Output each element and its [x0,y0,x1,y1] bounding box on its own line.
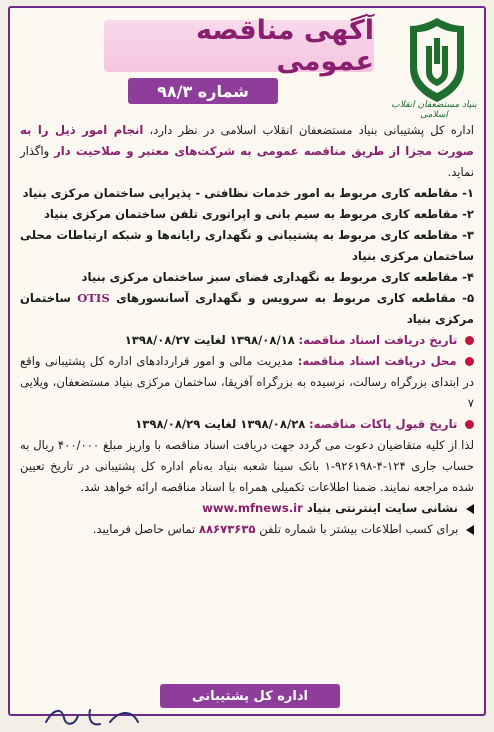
website-link[interactable]: www.mfnews.ir [202,501,303,515]
bullet-icon [465,357,474,366]
docs-place-label: محل دریافت اسناد مناقصه: [297,354,457,368]
bullet-icon [465,420,474,429]
docs-date-label: تاریخ دریافت اسناد مناقصه: [298,333,458,347]
payment-paragraph: لذا از کلیه متقاضیان دعوت می گردد جهت دریافت اسناد مناقصه با واریز مبلغ ۴۰۰/۰۰۰ ریال به حساب جاری ۱۲۴-۴-۹۲۶۱۹۸-۱ بانک سینا شعبه بنیاد به‌نام اداره کل پشتیبانی در تاریخ تعیین شده مراجعه نمایند. ضمنا اطلاعات تکمیلی همراه با اسناد مناقصه ارائه خواهد شد. [20,438,474,494]
handwritten-mark [40,704,160,730]
docs-date-value: ۱۳۹۸/۰۸/۱۸ لغایت ۱۳۹۸/۰۸/۲۷ [124,333,295,347]
bullet-icon [465,336,474,345]
list-item: ۲- مقاطعه کاری مربوط به سیم بانی و اپراتوری تلفن ساختمان مرکزی بنیاد [43,207,474,221]
list-item: ۱- مقاطعه کاری مربوط به امور خدمات نظافتی - پذیرایی ساختمان مرکزی بنیاد [22,186,474,200]
foundation-logo [404,16,470,104]
item5-before: ۵- مقاطعه کاری مربوط به سرویس و نگهداری آسانسورهای [116,291,475,305]
docs-place-value: مدیریت مالی و امور قراردادهای اداره کل پشتیبانی واقع در ابتدای بزرگراه رسالت، نرسیده به بزرگراه آفریقا، ساختمان مرکزی بنیاد مستضعفان، ویلایی ۷ [20,354,474,410]
footer-banner: اداره کل پشتیبانی [160,684,340,708]
intro-lead: اداره کل پشتیبانی بنیاد مستضعفان انقلاب اسلامی در نظر دارد، [149,123,474,137]
contact-row [20,519,474,540]
intro-paragraph [20,120,474,183]
list-item-otis [20,288,474,330]
contact-phone: ۸۸۶۷۳۶۳۵ [198,522,256,536]
packets-date-row [20,414,474,435]
docs-date-row [20,330,474,351]
intro-highlight: انجام امور ذیل را به صورت مجزا از طریق مناقصه عمومی به شرکت‌های معتبر و صلاحیت دار [20,123,474,158]
contact-before: برای کسب اطلاعات بیشتر با شماره تلفن [259,522,459,536]
packets-date-value: ۱۳۹۸/۰۸/۲۸ لغایت ۱۳۹۸/۰۸/۲۹ [135,417,306,431]
list-item: ۴- مقاطعه کاری مربوط به نگهداری فضای سبز ساختمان مرکزی بنیاد [81,270,474,284]
contact-after: تماس حاصل فرمایید. [92,522,196,536]
website-row [20,498,474,519]
pointer-icon [466,525,474,535]
intro-tail: واگذار نماید. [20,144,474,179]
notice-body [20,120,474,540]
packets-date-label: تاریخ قبول پاکات مناقصه: [309,417,458,431]
website-label: نشانی سایت اینترنتی بنیاد [306,501,458,515]
item5-after: ساختمان مرکزی بنیاد [20,291,474,326]
list-item: ۳- مقاطعه کاری مربوط به پشتیبانی و نگهداری رایانه‌ها و شبکه ارتباطات محلی ساختمان مرکزی بنیاد [20,228,474,263]
logo-caption: بنیاد مستضعفان انقلاب اسلامی [391,100,477,120]
notice-title: آگهی مناقصه عمومی [104,20,374,72]
notice-sheet [8,6,486,716]
notice-number: شماره ۹۸/۳ [128,78,278,104]
pointer-icon [466,504,474,514]
otis-brand: OTIS [77,291,110,305]
notice-header [10,8,484,120]
docs-place-row [20,351,474,414]
